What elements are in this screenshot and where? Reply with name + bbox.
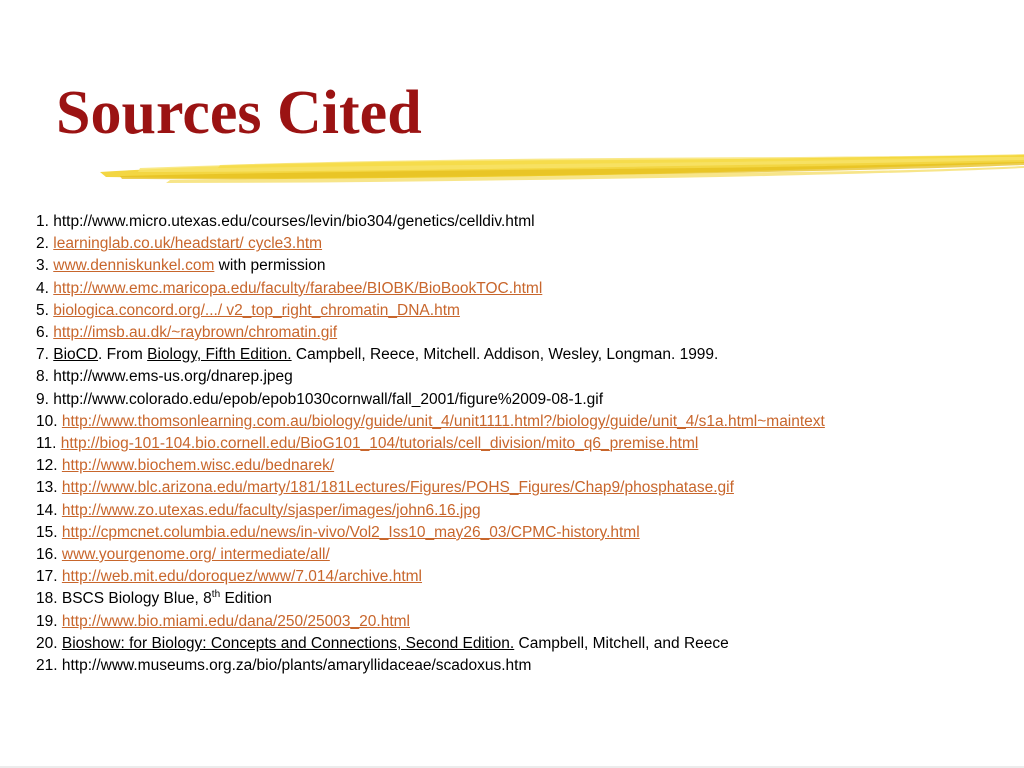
reference-link[interactable]: www.yourgenome.org/ intermediate/all/ bbox=[61, 546, 330, 564]
reference-link[interactable]: http://www.thomsonlearning.com.au/biology/guide/unit_4/unit1111.html?/biology/guide/unit_4/s1a.html~maintext bbox=[61, 412, 825, 430]
reference-item bbox=[36, 211, 1011, 233]
reference-link[interactable]: www.denniskunkel.com bbox=[53, 257, 215, 275]
reference-url-text: http://www.colorado.edu/epob/epob1030cornwall/fall_2001/figure%2009-08-1.gif bbox=[53, 390, 604, 408]
reference-number: 8. bbox=[36, 368, 49, 386]
reference-item bbox=[36, 588, 1011, 610]
reference-superscript: th bbox=[211, 589, 221, 601]
reference-underlined-title[interactable]: Bioshow: for Biology: Concepts and Connections, Second Edition. bbox=[61, 634, 515, 652]
reference-underlined-title[interactable]: BioCD bbox=[53, 346, 99, 364]
references-list bbox=[36, 211, 1011, 677]
reference-item bbox=[36, 655, 1011, 677]
reference-link[interactable]: http://imsb.au.dk/~raybrown/chromatin.gif bbox=[53, 324, 338, 342]
slide-title: Sources Cited bbox=[56, 79, 422, 147]
reference-item bbox=[36, 455, 1011, 477]
reference-item bbox=[36, 566, 1011, 588]
reference-number: 5. bbox=[36, 301, 49, 319]
reference-number: 13. bbox=[36, 479, 58, 497]
reference-number: 18. bbox=[36, 590, 58, 608]
reference-text: with permission bbox=[214, 257, 326, 275]
reference-number: 14. bbox=[36, 501, 58, 519]
reference-item bbox=[36, 255, 1011, 277]
reference-link[interactable]: http://www.biochem.wisc.edu/bednarek/ bbox=[61, 457, 335, 475]
reference-number: 2. bbox=[36, 235, 49, 253]
reference-text: Campbell, Mitchell, and Reece bbox=[514, 634, 729, 652]
reference-number: 12. bbox=[36, 457, 58, 475]
reference-number: 17. bbox=[36, 568, 58, 586]
reference-number: 7. bbox=[36, 346, 49, 364]
reference-number: 11. bbox=[36, 435, 57, 453]
reference-number: 3. bbox=[36, 257, 49, 275]
reference-number: 19. bbox=[36, 612, 58, 630]
reference-number: 9. bbox=[36, 390, 49, 408]
reference-item bbox=[36, 522, 1011, 544]
reference-number: 20. bbox=[36, 634, 58, 652]
reference-link[interactable]: http://www.zo.utexas.edu/faculty/sjasper/images/john6.16.jpg bbox=[61, 501, 481, 519]
reference-item bbox=[36, 544, 1011, 566]
reference-underlined-title[interactable]: Biology, Fifth Edition. bbox=[147, 346, 292, 364]
reference-link[interactable]: learninglab.co.uk/headstart/ cycle3.htm bbox=[53, 235, 323, 253]
reference-text: BSCS Biology Blue, 8 bbox=[61, 590, 212, 608]
reference-item bbox=[36, 300, 1011, 322]
reference-item bbox=[36, 411, 1011, 433]
reference-item bbox=[36, 366, 1011, 388]
reference-link[interactable]: http://www.bio.miami.edu/dana/250/25003_20.html bbox=[61, 612, 410, 630]
reference-number: 4. bbox=[36, 279, 49, 297]
reference-item bbox=[36, 433, 1011, 455]
reference-item bbox=[36, 322, 1011, 344]
reference-item bbox=[36, 633, 1011, 655]
reference-link[interactable]: http://cpmcnet.columbia.edu/news/in-vivo/Vol2_Iss10_may26_03/CPMC-history.html bbox=[61, 523, 640, 541]
reference-item bbox=[36, 477, 1011, 499]
reference-number: 21. bbox=[36, 657, 58, 675]
highlighter-stroke-decoration bbox=[100, 150, 1024, 188]
reference-item bbox=[36, 344, 1011, 366]
reference-item bbox=[36, 611, 1011, 633]
reference-item bbox=[36, 389, 1011, 411]
reference-link[interactable]: http://web.mit.edu/doroquez/www/7.014/archive.html bbox=[61, 568, 423, 586]
reference-number: 15. bbox=[36, 523, 58, 541]
reference-text: Campbell, Reece, Mitchell. Addison, Wesley, Longman. 1999. bbox=[291, 346, 719, 364]
reference-item bbox=[36, 500, 1011, 522]
reference-link[interactable]: biologica.concord.org/.../ v2_top_right_chromatin_DNA.htm bbox=[53, 301, 460, 319]
reference-url-text: http://www.ems-us.org/dnarep.jpeg bbox=[53, 368, 293, 386]
reference-item bbox=[36, 233, 1011, 255]
reference-link[interactable]: http://biog-101-104.bio.cornell.edu/BioG101_104/tutorials/cell_division/mito_q6_premise.html bbox=[60, 435, 699, 453]
reference-link[interactable]: http://www.emc.maricopa.edu/faculty/farabee/BIOBK/BioBookTOC.html bbox=[53, 279, 543, 297]
reference-item bbox=[36, 278, 1011, 300]
reference-number: 1. bbox=[36, 213, 49, 230]
reference-number: 6. bbox=[36, 324, 49, 342]
reference-number: 16. bbox=[36, 546, 58, 564]
reference-link[interactable]: http://www.blc.arizona.edu/marty/181/181Lectures/Figures/POHS_Figures/Chap9/phosphatase.gif bbox=[61, 479, 734, 497]
reference-text: Edition bbox=[220, 590, 272, 608]
reference-url-text: http://www.micro.utexas.edu/courses/levin/bio304/genetics/celldiv.html bbox=[53, 213, 535, 230]
reference-text: . From bbox=[98, 346, 148, 364]
reference-number: 10. bbox=[36, 412, 58, 430]
reference-url-text: http://www.museums.org.za/bio/plants/amaryllidaceae/scadoxus.htm bbox=[61, 657, 532, 675]
